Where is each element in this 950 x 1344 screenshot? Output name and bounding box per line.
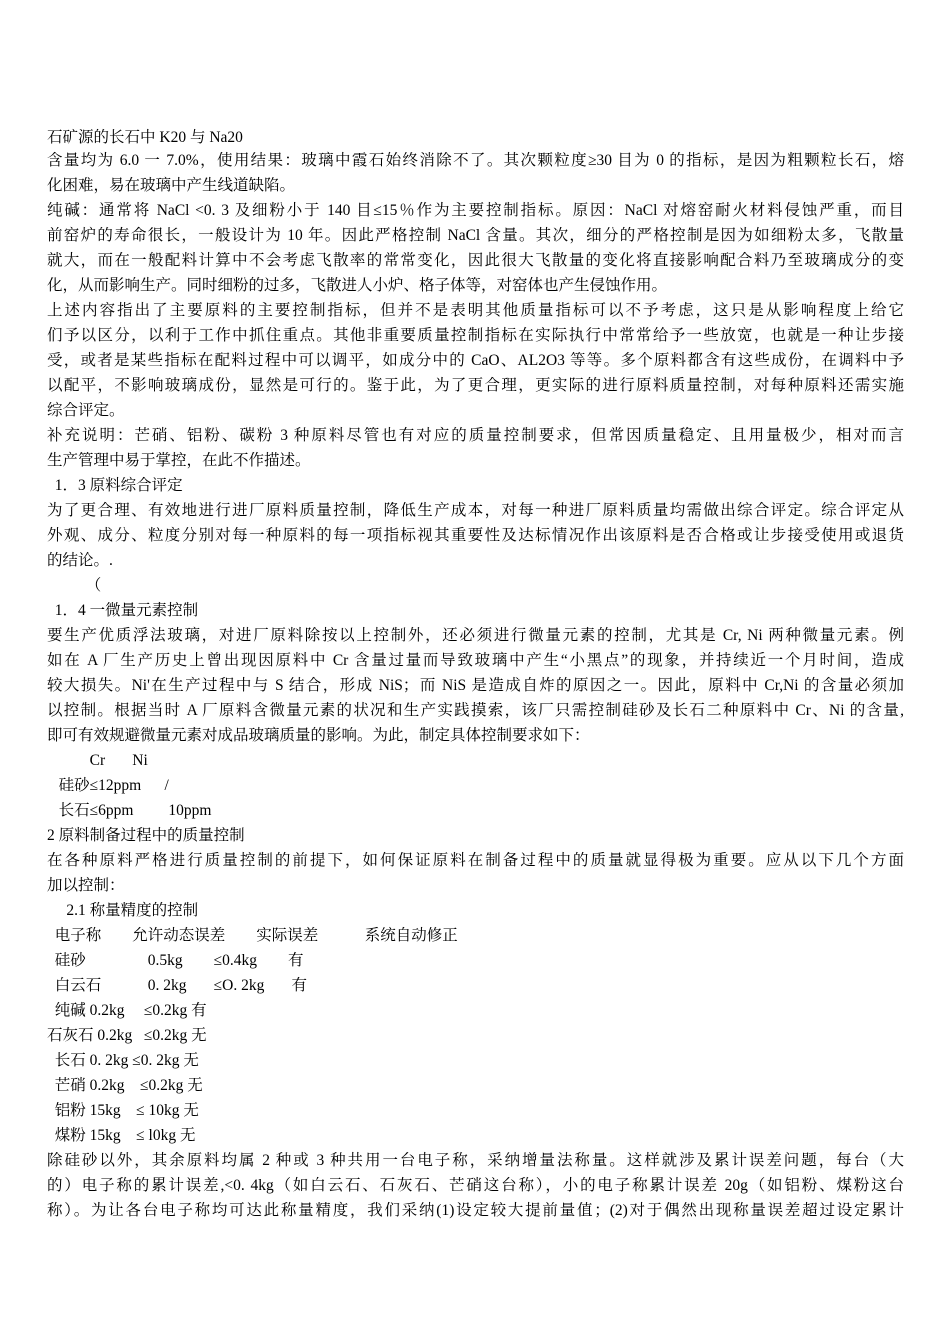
text-line: 硅砂 0.5kg ≤0.4kg 有: [47, 952, 304, 969]
text-line: 生产管理中易于掌控，在此不作描述。: [47, 452, 311, 469]
text-line: 石矿源的长石中 K20 与 Na20: [47, 129, 243, 146]
text-line: 长石 0. 2kg ≤0. 2kg 无: [47, 1052, 199, 1069]
text-line: 综合评定。: [47, 402, 125, 419]
text-line: 纯碱 0.2kg ≤0.2kg 有: [47, 1002, 207, 1019]
text-line: 要生产优质浮法玻璃，对进厂原料除按以上控制外，还必须进行微量元素的控制，尤其是 Cr, Ni 两种微量元素。例: [47, 627, 904, 644]
text-line: 化困难，易在玻璃中产生线道缺陷。: [47, 177, 296, 194]
text-line: 加以控制：: [47, 877, 125, 894]
text-line: 2 原料制备过程中的质量控制: [47, 827, 245, 844]
text-line: 的结论。.: [47, 552, 113, 569]
text-line: 纯碱：通常将 NaCl <0. 3 及细粉小于 140 目≤15％作为主要控制指标。原因：NaCl 对熔窑耐火材料侵蚀严重，而目: [47, 202, 904, 219]
text-line: 如在 A 厂生产历史上曾出现因原料中 Cr 含量过量而导致玻璃中产生“小黑点”的现象，并持续近一个月时间，造成: [47, 652, 904, 669]
text-line: 就大，而在一般配料计算中不会考虑飞散率的常常变化，因此很大飞散量的变化将直接影响配合料乃至玻璃成分的变: [47, 252, 904, 269]
text-line: 的）电子称的累计误差,<0. 4kg（如白云石、石灰石、芒硝这台称），小的电子称累计误差 20g（如铝粉、煤粉这台: [47, 1177, 904, 1194]
text-line: 补充说明：芒硝、铝粉、碳粉 3 种原料尽管也有对应的质量控制要求，但常因质量稳定、且用量极少，相对而言: [47, 427, 904, 444]
text-line: 电子称 允许动态误差 实际误差 系统自动修正: [47, 927, 458, 944]
text-line: 以控制。根据当时 A 厂原料含微量元素的状况和生产实践摸索，该厂只需控制硅砂及长石二种原料中 Cr、Ni 的含量,: [47, 702, 904, 719]
text-line: 较大损失。Ni'在生产过程中与 S 结合，形成 NiS；而 NiS 是造成自炸的原因之一。因此，原料中 Cr,Ni 的含量必须加: [47, 677, 904, 694]
text-line: 们予以区分，以利于工作中抓住重点。其他非重要质量控制指标在实际执行中常常给予一些放宽，也就是一种让步接: [47, 327, 904, 344]
text-line: 除硅砂以外，其余原料均属 2 种或 3 种共用一台电子称，采纳增量法称量。这样就涉及累计误差问题，每台（大: [47, 1152, 904, 1169]
text-line: 以配平，不影响玻璃成份，显然是可行的。鉴于此，为了更合理，更实际的进行原料质量控制，对每种原料还需实施: [47, 377, 904, 394]
text-line: 在各种原料严格进行质量控制的前提下，如何保证原料在制备过程中的质量就显得极为重要。应从以下几个方面: [47, 852, 904, 869]
text-line: 外观、成分、粒度分别对每一种原料的每一项指标视其重要性及达标情况作出该原料是否合格或让步接受使用或退货: [47, 527, 904, 544]
text-line: 白云石 0. 2kg ≤O. 2kg 有: [47, 977, 307, 994]
text-line: 长石≤6ppm 10ppm: [47, 802, 212, 819]
text-line: 上述内容指出了主要原料的主要控制指标，但并不是表明其他质量指标可以不予考虑，这只是从影响程度上给它: [47, 302, 904, 319]
text-line: 铝粉 15kg ≤ 10kg 无: [47, 1102, 199, 1119]
text-line: 2.1 称量精度的控制: [47, 902, 199, 919]
text-line: 称）。为让各台电子称均可达此称量精度，我们采纳(1)设定较大提前量值；(2)对于偶然出现称量误差超过设定累计: [47, 1202, 904, 1219]
text-line: 硅砂≤12ppm /: [47, 777, 169, 794]
text-line: 1．4 一微量元素控制: [47, 602, 199, 619]
text-line: （: [47, 577, 102, 594]
text-line: 受，或者是某些指标在配料过程中可以调平，如成分中的 CaO、AL2O3 等等。多个原料都含有这些成份，在调料中予: [47, 352, 904, 369]
text-line: 含量均为 6.0 一 7.0%，使用结果：玻璃中霞石始终消除不了。其次颗粒度≥30 目为 0 的指标，是因为粗颗粒长石，熔: [47, 152, 904, 169]
text-line: 前窑炉的寿命很长，一般设计为 10 年。因此严格控制 NaCl 含量。其次，细分的严格控制是因为如细粉太多，飞散量: [47, 227, 904, 244]
text-line: 化，从而影响生产。同时细粉的过多，飞散进人小炉、格子体等，对窑体也产生侵蚀作用。: [47, 277, 668, 294]
text-line: Cr Ni: [47, 752, 148, 769]
text-line: 芒硝 0.2kg ≤0.2kg 无: [47, 1077, 203, 1094]
text-line: 即可有效规避微量元素对成品玻璃质量的影响。为此，制定具体控制要求如下：: [47, 727, 590, 744]
text-line: 1．3 原料综合评定: [47, 477, 183, 494]
text-line: 煤粉 15kg ≤ l0kg 无: [47, 1127, 196, 1144]
text-line: 石灰石 0.2kg ≤0.2kg 无: [47, 1027, 207, 1044]
text-line: 为了更合理、有效地进行进厂原料质量控制，降低生产成本，对每一种进厂原料质量均需做出综合评定。综合评定从: [47, 502, 904, 519]
